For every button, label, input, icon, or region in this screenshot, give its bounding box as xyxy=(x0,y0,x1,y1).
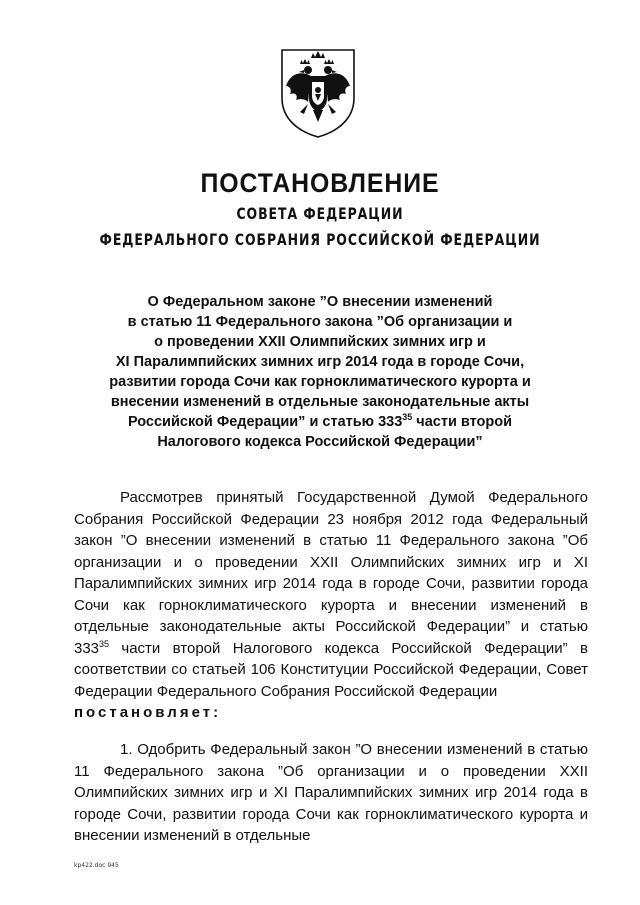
russian-coat-of-arms-icon xyxy=(278,46,358,140)
resolution-subject xyxy=(80,292,560,452)
subject-text: Российской Федерации” и статью 333 xyxy=(127,414,403,430)
preamble-text-tail: части второй Налогового кодекса Российской Федерации” в соответствии со статьей 106 Конституции Российской Федерации, Совет Федерации Федерального Собрания Российской Федерации xyxy=(74,639,588,700)
file-code-footer: kp422.doc 945 xyxy=(74,862,119,869)
subject-line: развитии города Сочи как горноклиматического курорта и xyxy=(109,374,531,390)
subject-line: о проведении XXII Олимпийских зимних игр и xyxy=(154,334,486,350)
article-superscript: 35 xyxy=(402,412,413,422)
subject-line: О Федеральном законе ”О внесении изменений xyxy=(147,294,493,310)
preamble-paragraph xyxy=(74,487,588,724)
preamble-text: Рассмотрев принятый Государственной Думой Федерального Собрания Российской Федерации 23 ноября 2012 года Федеральный закон ”О внесении изменений в статью 11 Федерального закона ”Об организации и о проведении XXII Олимпийских зимних игр и XI Паралимпийских зимних игр 2014 года в городе Сочи, развитии города Сочи как горноклиматического курорта и внесении изменений в отдельные законодательные акты Российской Федерации” и статью 333 xyxy=(74,489,588,657)
subject-line: XI Паралимпийских зимних игр 2014 года в городе Сочи, xyxy=(115,354,525,370)
document-title: ПОСТАНОВЛЕНИЕ xyxy=(200,168,440,198)
issuer-line-1: СОВЕТА ФЕДЕРАЦИИ xyxy=(236,204,404,223)
issuer-line-2: ФЕДЕРАЛЬНОГО СОБРАНИЯ РОССИЙСКОЙ ФЕДЕРАЦИИ xyxy=(99,230,541,249)
article-superscript: 35 xyxy=(99,638,110,649)
subject-text: части второй xyxy=(412,414,513,430)
clause-1-paragraph: 1. Одобрить Федеральный закон ”О внесении изменений в статью 11 Федерального закона ”Об организации и о проведении XXII Олимпийских зимних игр и XI Паралимпийских зимних игр 2014 года в городе Сочи, развитии города Сочи как горноклиматического курорта и внесении изменений в отдельные xyxy=(74,741,588,844)
subject-line: в статью 11 Федерального закона ”Об организации и xyxy=(127,314,513,330)
subject-line xyxy=(80,412,560,432)
subject-line: внесении изменений в отдельные законодательные акты xyxy=(110,394,530,410)
subject-line: Налогового кодекса Российской Федерации” xyxy=(157,434,483,450)
resolves-word: постановляет: xyxy=(74,704,222,721)
